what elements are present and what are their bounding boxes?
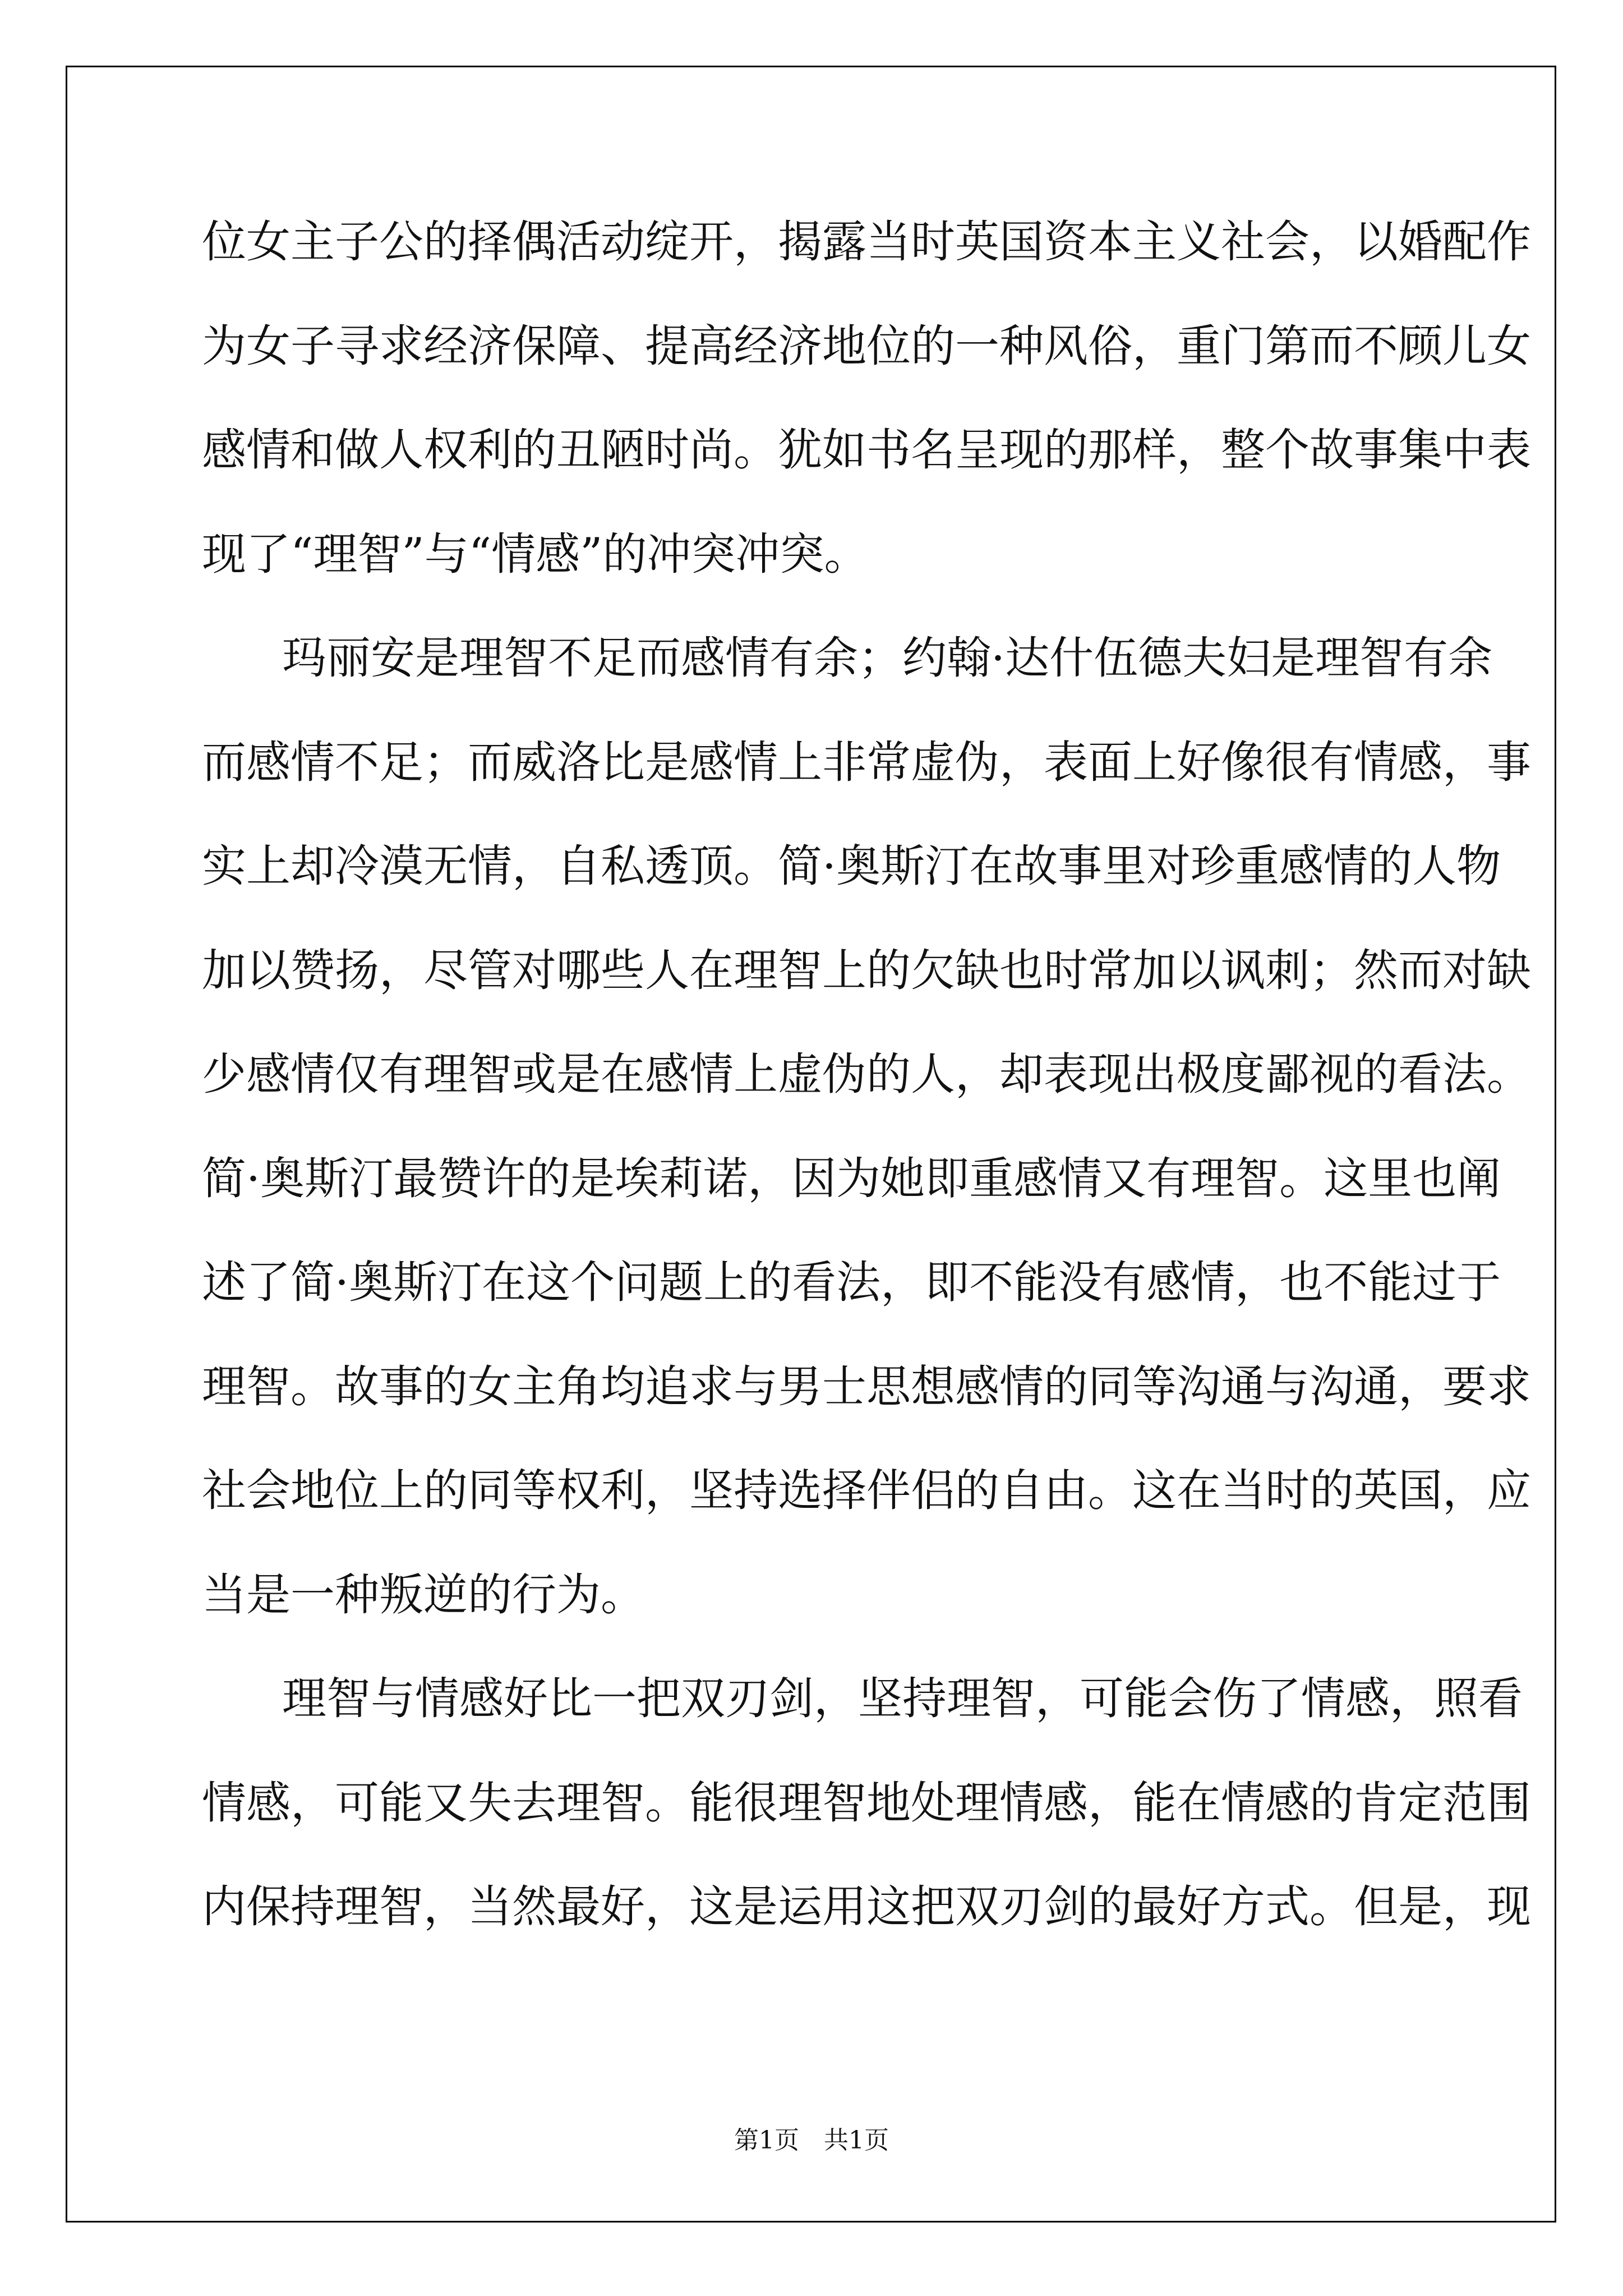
text-line: 而感情不足；而威洛比是感情上非常虚伪，表面上好像很有情感，事	[202, 737, 1531, 788]
text-line: 述了简·奥斯汀在这个问题上的看法，即不能没有感情，也不能过于	[202, 1257, 1501, 1308]
page-footer	[0, 2124, 1623, 2157]
text-line: 位女主子公的择偶活动绽开，揭露当时英国资本主义社会，以婚配作	[202, 216, 1531, 268]
page-number: 第1页	[734, 2126, 799, 2155]
text-line: 社会地位上的同等权利，坚持选择伴侣的自由。这在当时的英国，应	[202, 1465, 1531, 1516]
text-line: 为女子寻求经济保障、提高经济地位的一种风俗，重门第而不顾儿女	[202, 320, 1531, 372]
text-line: 实上却冷漠无情，自私透顶。简·奥斯汀在故事里对珍重感情的人物	[202, 840, 1501, 892]
text-line: 简·奥斯汀最赞许的是埃莉诺，因为她即重感情又有理智。这里也阐	[202, 1153, 1501, 1204]
text-line: 当是一种叛逆的行为。	[202, 1569, 645, 1621]
paragraph-first-line: 玛丽安是理智不足而感情有余；约翰·达什伍德夫妇是理智有余	[282, 632, 1493, 684]
text-line: 情感，可能又失去理智。能很理智地处理情感，能在情感的肯定范围	[202, 1777, 1531, 1829]
text-line: 少感情仅有理智或是在感情上虚伪的人，却表现出极度鄙视的看法。	[202, 1048, 1531, 1100]
text-line: 内保持理智，当然最好，这是运用这把双刃剑的最好方式。但是，现	[202, 1881, 1531, 1932]
text-line: 加以赞扬，尽管对哪些人在理智上的欠缺也时常加以讽刺；然而对缺	[202, 945, 1531, 996]
text-line: 理智。故事的女主角均追求与男士思想感情的同等沟通与沟通，要求	[202, 1361, 1531, 1412]
text-line: 感情和做人权利的丑陋时尚。犹如书名呈现的那样，整个故事集中表	[202, 424, 1531, 476]
text-line: 现了“理智”与“情感”的冲突冲突。	[202, 528, 869, 580]
page-total: 共1页	[824, 2126, 889, 2155]
paragraph-first-line: 理智与情感好比一把双刃剑，坚持理智，可能会伤了情感，照看	[282, 1673, 1523, 1724]
